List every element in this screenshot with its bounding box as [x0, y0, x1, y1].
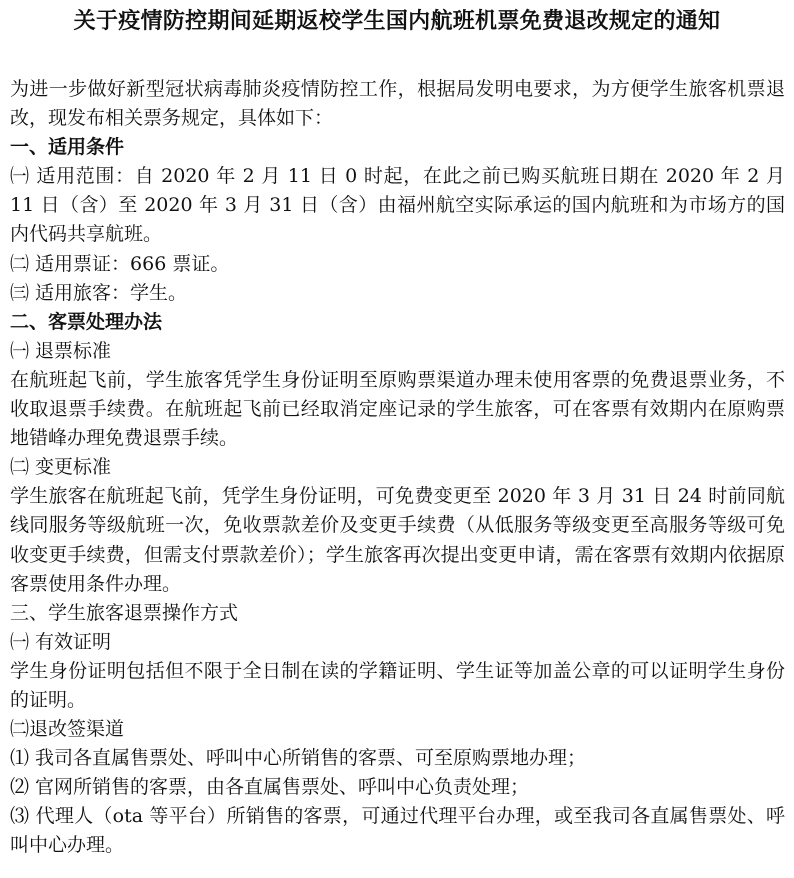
section-heading-applicable-conditions: 一、适用条件 — [10, 136, 125, 159]
intro-paragraph: 为进一步做好新型冠状病毒肺炎疫情防控工作，根据局发明电要求，为方便学生旅客机票退改，现发布相关票务规定，具体如下： — [10, 78, 785, 130]
document-body — [10, 75, 785, 861]
channel-item-direct-offices: ⑴ 我司各直属售票处、呼叫中心所销售的客票、可至原购票地办理； — [10, 747, 587, 770]
valid-proof-text: 学生身份证明包括但不限于全日制在读的学籍证明、学生证等加盖公章的可以证明学生身份的证明。 — [10, 659, 785, 711]
valid-proof-heading: ㈠ 有效证明 — [10, 630, 112, 653]
change-standard-text: 学生旅客在航班起飞前，凭学生身份证明，可免费变更至 2020 年 3 月 31 日 24 时前同航线同服务等级航班一次，免收票款差价及变更手续费（从低服务等级变更至高服务等级可免收变更手续费，但需支付票款差价）；学生旅客再次提出变更申请，需在客票有效期内依据原客票使用条件办理。 — [10, 485, 785, 595]
change-standard-heading: ㈡ 变更标准 — [10, 456, 112, 479]
ticket-type-item: ㈡ 适用票证：666 票证。 — [10, 252, 230, 275]
refund-standard-text: 在航班起飞前，学生旅客凭学生身份证明至原购票渠道办理未使用客票的免费退票业务，不收取退票手续费。在航班起飞前已经取消定座记录的学生旅客，可在客票有效期内在原购票地错峰办理免费退票手续。 — [10, 368, 785, 450]
channel-item-website: ⑵ 官网所销售的客票，由各直属售票处、呼叫中心负责处理； — [10, 776, 530, 799]
document-title: 关于疫情防控期间延期返校学生国内航班机票免费退改规定的通知 — [73, 9, 721, 34]
refund-standard-heading: ㈠ 退票标准 — [10, 339, 112, 362]
channel-item-agents: ⑶ 代理人（ota 等平台）所销售的客票，可通过代理平台办理，或至我司各直属售票处、呼叫中心办理。 — [10, 805, 785, 857]
scope-item: ㈠ 适用范围：自 2020 年 2 月 11 日 0 时起，在此之前已购买航班日期在 2020 年 2 月 11 日（含）至 2020 年 3 月 31 日（含）由福州航空实际承运的国内航班和为市场方的国内代码共享航班。 — [10, 165, 785, 246]
section-heading-ticket-handling: 二、客票处理办法 — [10, 310, 163, 333]
channels-heading: ㈡退改签渠道 — [10, 718, 125, 741]
passenger-type-item: ㈢ 适用旅客：学生。 — [10, 281, 188, 304]
section-heading-refund-procedure: 三、学生旅客退票操作方式 — [10, 601, 239, 624]
